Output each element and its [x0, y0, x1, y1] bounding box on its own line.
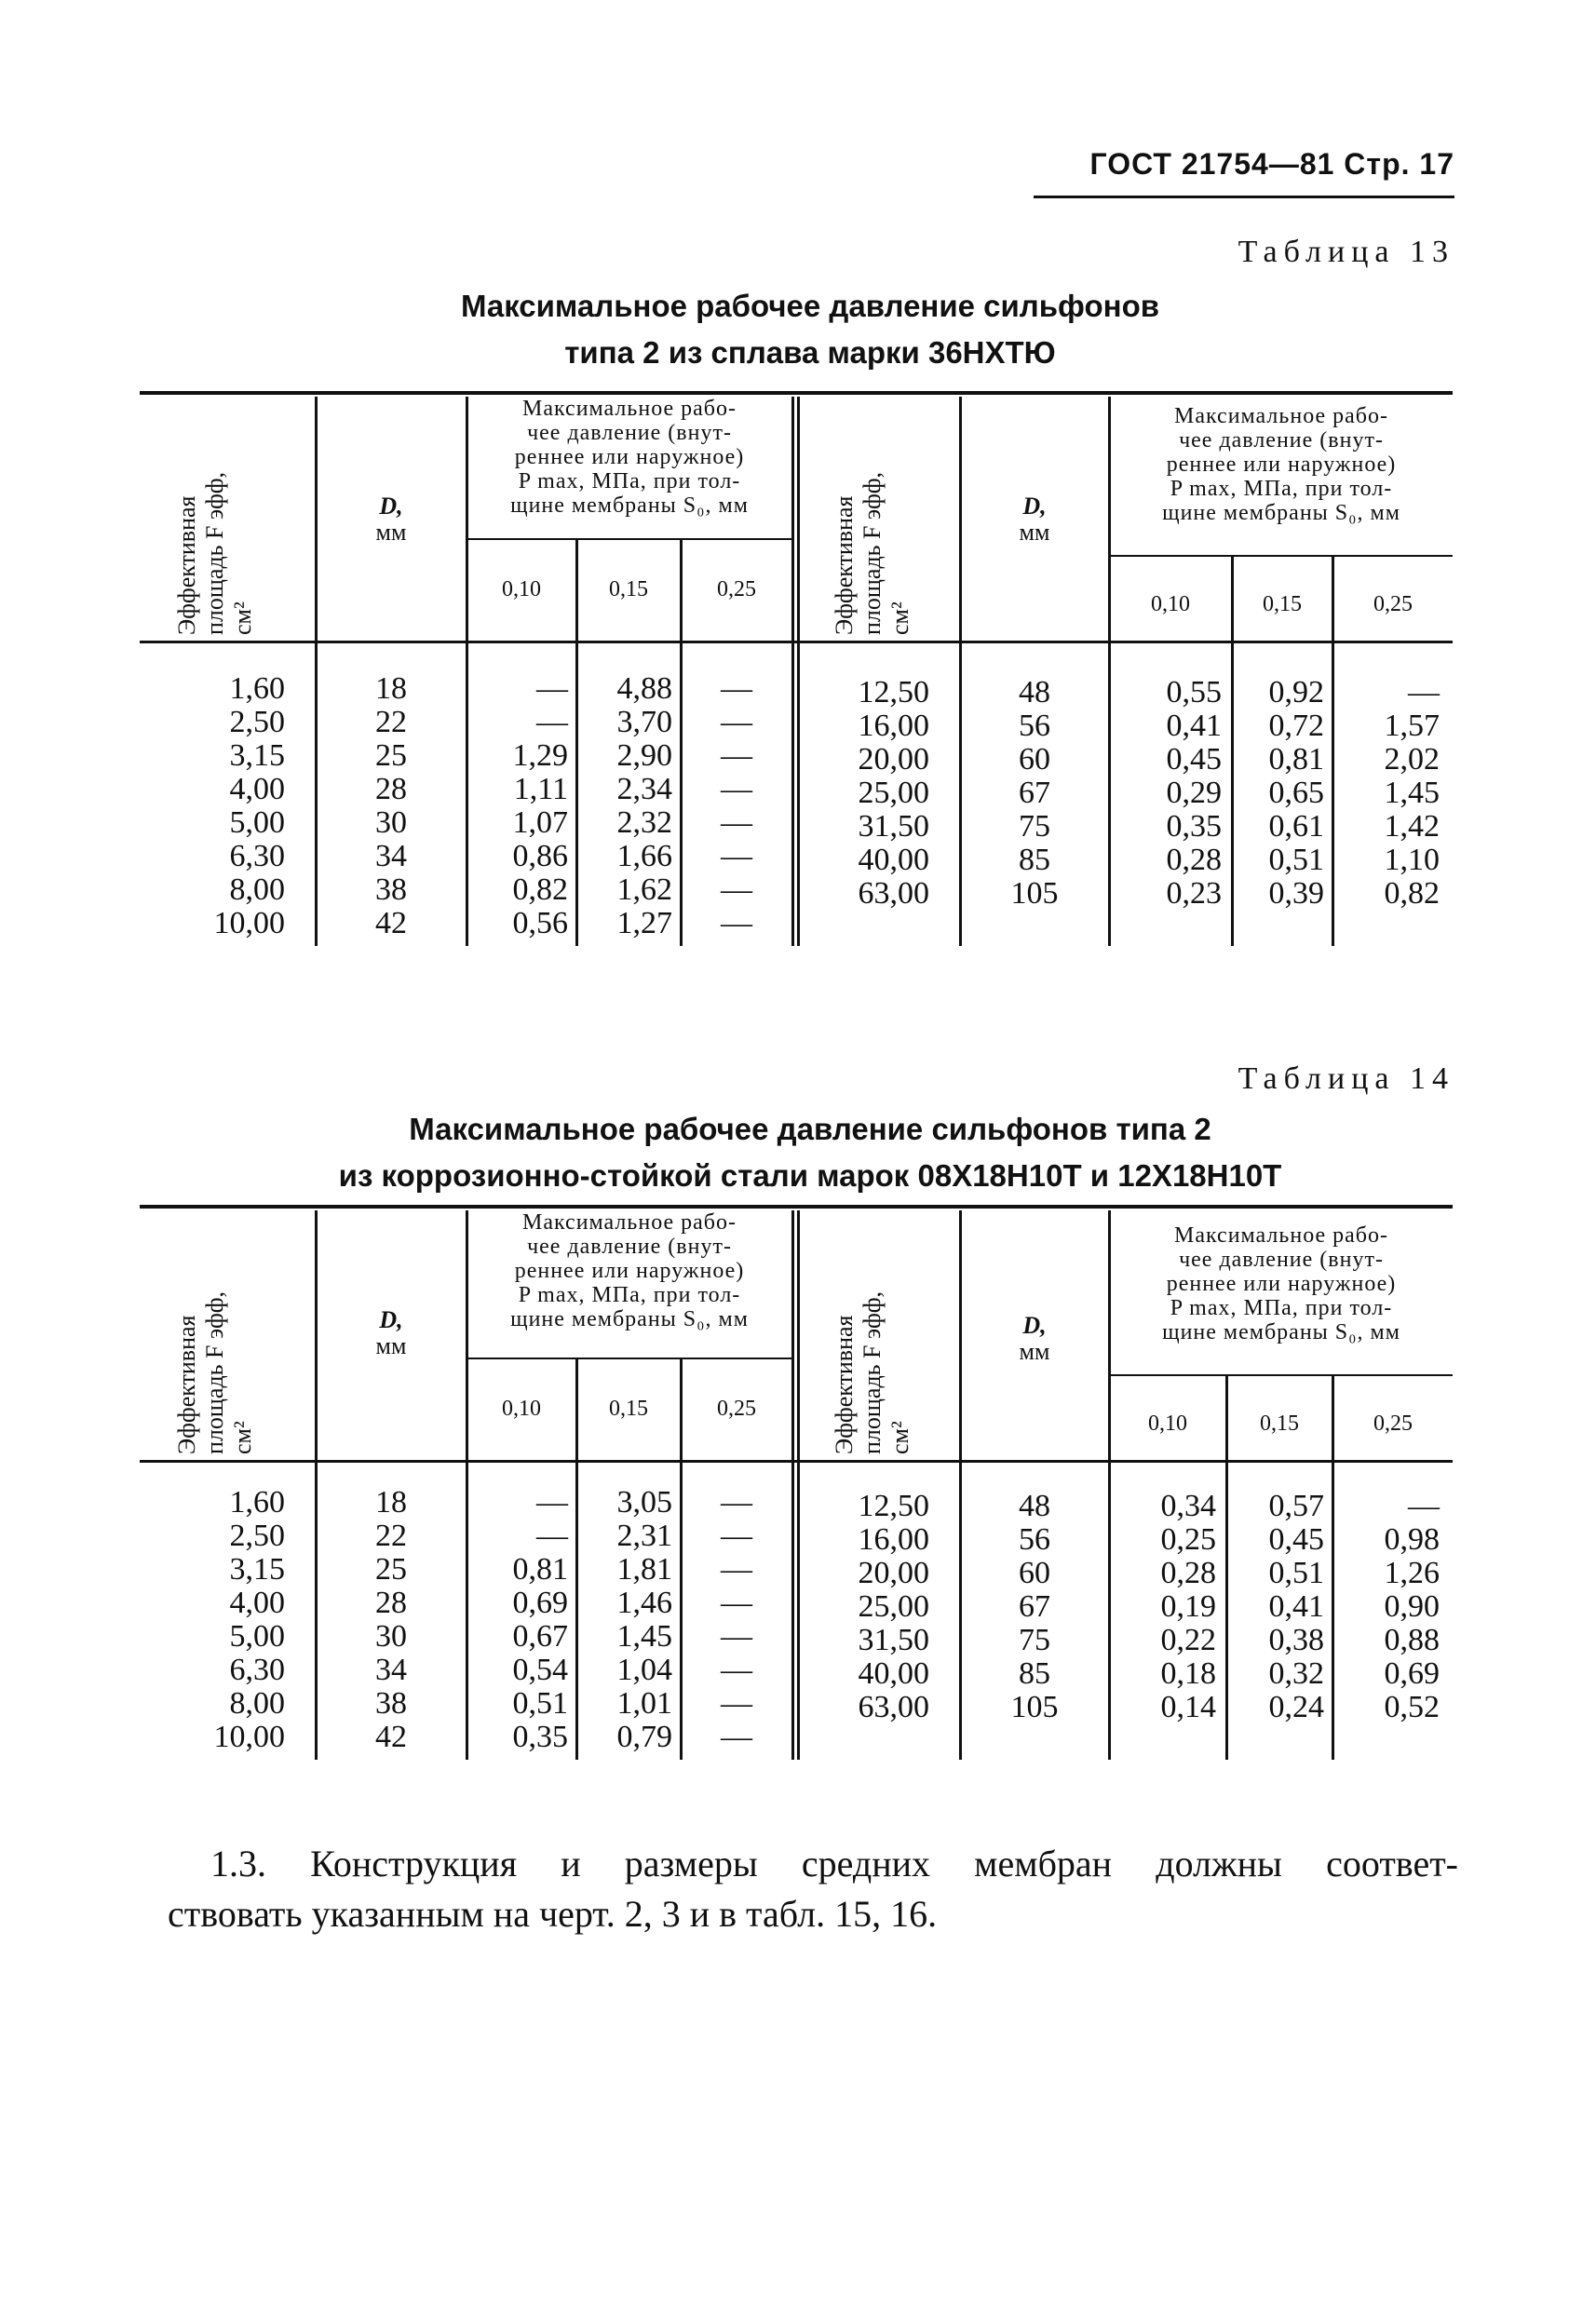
table-cell: 1,45 [616, 1619, 672, 1654]
table-cell: 0,52 [1384, 1690, 1440, 1724]
table-cell: 1,62 [616, 872, 672, 907]
table-cell: 48 [1019, 675, 1050, 709]
table14-d-header [317, 1307, 466, 1359]
table14-title-line1: Максимальное рабочее давление сильфонов типа 2 [409, 1112, 1211, 1146]
table-cell: 0,41 [1268, 1589, 1324, 1624]
table14-thickness-010: 0,10 [502, 1397, 541, 1421]
page-header: ГОСТ 21754—81 Стр. 17 [1089, 147, 1454, 181]
table-cell: 40,00 [858, 1656, 929, 1691]
table14-d-column [317, 1486, 466, 1754]
d-header-symbol: D, [379, 493, 403, 520]
table-cell: 0,39 [1268, 876, 1324, 911]
table-cell: — [721, 738, 752, 773]
pressure-header-line: чее давление (внут- [527, 1235, 732, 1259]
pressure-header-line: P max, МПа, при тол- [518, 469, 741, 493]
table13-number: Таблица 13 [1238, 235, 1454, 269]
table-cell: 0,69 [1384, 1656, 1440, 1691]
table-cell: 63,00 [858, 876, 929, 911]
table13-area-header-right [831, 472, 914, 635]
table-cell: 85 [1019, 1656, 1050, 1691]
table-cell: 28 [375, 1586, 407, 1620]
table-cell: 1,04 [616, 1653, 672, 1687]
table-cell: 1,60 [229, 1485, 285, 1520]
table14-pressure-header-right [1110, 1223, 1453, 1344]
table14-p025-column-right [1333, 1490, 1440, 1724]
table-cell: 0,57 [1268, 1489, 1324, 1523]
area-header-line: Эффективная [831, 495, 858, 635]
table13-d-column-right [961, 676, 1108, 911]
table13-subhead-rule [1108, 555, 1453, 557]
table-cell: — [536, 671, 568, 706]
table-cell: 0,32 [1268, 1656, 1324, 1691]
table13 [140, 391, 1453, 950]
table14-head-rule [140, 1460, 1453, 1463]
table-cell: 3,70 [616, 705, 672, 739]
table-cell: 30 [375, 1619, 407, 1654]
table-cell: 0,51 [1268, 1556, 1324, 1590]
table-cell: 3,15 [229, 1552, 285, 1587]
table13-vline [791, 397, 794, 946]
table-cell: — [1408, 1489, 1440, 1523]
table-cell: 31,50 [858, 809, 929, 844]
d-header-symbol: D, [1022, 493, 1047, 520]
area-header-line: площадь F эфф, [859, 471, 886, 635]
table-cell: 1,81 [616, 1552, 672, 1587]
table-cell: 1,27 [616, 906, 672, 940]
pressure-header-line: реннее или наружное) [514, 1259, 745, 1283]
table-cell: 2,02 [1384, 742, 1440, 777]
table-cell: 0,81 [1268, 742, 1324, 777]
table-cell: 0,28 [1166, 843, 1222, 877]
table13-d-header [317, 493, 466, 546]
table-cell: 0,51 [1268, 843, 1324, 877]
table-cell: 0,88 [1384, 1623, 1440, 1657]
pressure-header-line: Максимальное рабо- [521, 1210, 737, 1235]
table-cell: 0,51 [512, 1686, 568, 1721]
table-cell: 2,50 [229, 705, 285, 739]
table-cell: — [721, 705, 752, 739]
table-cell: — [721, 872, 752, 907]
table-cell: 4,88 [616, 671, 672, 706]
table14-area-column [158, 1486, 285, 1754]
table-cell: 2,90 [616, 738, 672, 773]
table-cell: 60 [1019, 1556, 1050, 1590]
pressure-header-line: щине мембраны S₀, мм [1162, 501, 1400, 525]
table13-thickness-010: 0,10 [502, 577, 541, 601]
table-cell: 25 [375, 1552, 407, 1587]
table-cell: 1,66 [616, 839, 672, 873]
table-cell: 3,15 [229, 738, 285, 773]
table-cell: 0,54 [512, 1653, 568, 1687]
table14-area-header [173, 1291, 257, 1454]
table-cell: — [721, 906, 752, 940]
table-cell: 0,86 [512, 839, 568, 873]
table-cell: 25 [375, 738, 407, 773]
table-cell: — [721, 1653, 752, 1687]
table-cell: 25,00 [858, 776, 929, 810]
table-cell: — [721, 1519, 752, 1553]
table-cell: 0,24 [1268, 1690, 1324, 1724]
pressure-header-line: реннее или наружное) [1166, 453, 1397, 477]
table-cell: 20,00 [858, 1556, 929, 1590]
area-header-line: см² [886, 1421, 913, 1454]
table-cell: — [721, 671, 752, 706]
area-header-line: см² [229, 1421, 256, 1454]
table-cell: 0,29 [1166, 776, 1222, 810]
area-header-line: площадь F эфф, [859, 1290, 886, 1454]
table14-p010-column-right [1110, 1490, 1216, 1724]
table13-thickness-025-right: 0,25 [1373, 592, 1413, 616]
table13-subhead-rule [466, 538, 791, 540]
table-cell: 0,82 [512, 872, 568, 907]
pressure-header-line: P max, МПа, при тол- [518, 1283, 741, 1307]
pressure-header-line: Максимальное рабо- [1173, 1223, 1388, 1248]
table13-d-header-right [961, 493, 1108, 546]
table-cell: 67 [1019, 776, 1050, 810]
pressure-header-line: реннее или наружное) [514, 445, 745, 469]
pressure-header-line: Максимальное рабо- [1173, 404, 1388, 428]
table-cell: 20,00 [858, 742, 929, 777]
table-cell: 31,50 [858, 1623, 929, 1657]
table14-p015-column-right [1227, 1490, 1324, 1724]
table-cell: 0,92 [1268, 675, 1324, 709]
table-cell: 0,65 [1268, 776, 1324, 810]
table-cell: 1,57 [1384, 709, 1440, 743]
area-header-line: площадь F эфф, [201, 471, 228, 635]
pressure-header-line: P max, МПа, при тол- [1170, 477, 1393, 501]
table-cell: 0,18 [1160, 1656, 1216, 1691]
table13-pressure-header-right [1110, 404, 1453, 525]
area-header-line: площадь F эфф, [201, 1290, 228, 1454]
table14-title-line2: из коррозионно-стойкой стали марок 08Х18Н10Т и 12Х18Н10Т [338, 1158, 1282, 1193]
table14-pressure-header [467, 1210, 791, 1331]
table-cell: 0,22 [1160, 1623, 1216, 1657]
table-cell: 56 [1019, 1522, 1050, 1557]
table14-thickness-010-right: 0,10 [1148, 1412, 1187, 1436]
table-cell: 10,00 [213, 1720, 285, 1754]
table-cell: 1,42 [1384, 809, 1440, 844]
table14-area-column-right [799, 1490, 929, 1724]
table13-p015-column-right [1233, 676, 1324, 911]
table-cell: 4,00 [229, 772, 285, 806]
table-cell: 0,82 [1384, 876, 1440, 911]
table-cell: 85 [1019, 843, 1050, 877]
table13-p010-column [467, 672, 568, 940]
table14-thickness-015-right: 0,15 [1260, 1412, 1299, 1436]
table-cell: 16,00 [858, 709, 929, 743]
table-cell: 1,60 [229, 671, 285, 706]
table13-p015-column [577, 672, 672, 940]
pressure-header-line: реннее или наружное) [1166, 1272, 1397, 1296]
table-cell: 12,50 [858, 675, 929, 709]
table13-thickness-015: 0,15 [609, 577, 648, 601]
table14-subhead-rule [1108, 1374, 1453, 1376]
table14-p015-column [577, 1486, 672, 1754]
table-cell: — [721, 1686, 752, 1721]
table-cell: 6,30 [229, 839, 285, 873]
table-cell: 2,34 [616, 772, 672, 806]
table-cell: 1,45 [1384, 776, 1440, 810]
table13-thickness-015-right: 0,15 [1263, 592, 1302, 616]
table13-thickness-010-right: 0,10 [1151, 592, 1190, 616]
table-cell: 0,14 [1160, 1690, 1216, 1724]
table-cell: 0,61 [1268, 809, 1324, 844]
table-cell: — [721, 1619, 752, 1654]
table-cell: 25,00 [858, 1589, 929, 1624]
table-cell: 2,50 [229, 1519, 285, 1553]
table-cell: — [721, 805, 752, 840]
table-cell: 0,19 [1160, 1589, 1216, 1624]
table14-p025-column [682, 1486, 791, 1754]
table-cell: 0,28 [1160, 1556, 1216, 1590]
table13-p010-column-right [1110, 676, 1222, 911]
table-cell: 10,00 [213, 906, 285, 940]
table-cell: — [1408, 675, 1440, 709]
d-header-unit: мм [375, 519, 407, 546]
table-cell: 0,69 [512, 1586, 568, 1620]
table13-area-header [173, 472, 257, 635]
table-cell: 0,41 [1166, 709, 1222, 743]
table-cell: — [536, 1485, 568, 1520]
paragraph-1-3 [168, 1839, 1458, 1939]
table-cell: 75 [1019, 1623, 1050, 1657]
table-cell: 0,35 [512, 1720, 568, 1754]
table-cell: 38 [375, 1686, 407, 1721]
table14-top-rule [140, 1205, 1453, 1209]
table-cell: 0,55 [1166, 675, 1222, 709]
table-cell: 1,07 [512, 805, 568, 840]
table-cell: — [536, 1519, 568, 1553]
table-cell: 0,45 [1268, 1522, 1324, 1557]
table13-thickness-025: 0,25 [717, 577, 756, 601]
table-cell: 0,23 [1166, 876, 1222, 911]
table13-title-line1: Максимальное рабочее давление сильфонов [460, 289, 1160, 323]
table-cell: 40,00 [858, 843, 929, 877]
table-cell: 0,34 [1160, 1489, 1216, 1523]
table-cell: 34 [375, 1653, 407, 1687]
table13-area-column [158, 672, 285, 940]
table-cell: 75 [1019, 809, 1050, 844]
table14-thickness-025: 0,25 [717, 1397, 756, 1421]
pressure-header-line: P max, МПа, при тол- [1170, 1296, 1393, 1320]
d-header-unit: мм [1019, 519, 1050, 546]
table-cell: — [536, 705, 568, 739]
table-cell: 2,31 [616, 1519, 672, 1553]
table-cell: 6,30 [229, 1653, 285, 1687]
table-cell: 38 [375, 872, 407, 907]
table14-area-header-right [831, 1291, 914, 1454]
table14-thickness-015: 0,15 [609, 1397, 648, 1421]
table-cell: 8,00 [229, 1686, 285, 1721]
pressure-header-line: чее давление (внут- [527, 421, 732, 445]
table-cell: 105 [1010, 876, 1059, 911]
table-cell: 0,45 [1166, 742, 1222, 777]
table14-title [93, 1106, 1527, 1199]
table14 [140, 1205, 1453, 1763]
pressure-header-line: Максимальное рабо- [521, 397, 737, 421]
table-cell: 1,10 [1384, 843, 1440, 877]
table-cell: 1,01 [616, 1686, 672, 1721]
table-cell: — [721, 839, 752, 873]
table-cell: — [721, 1586, 752, 1620]
table13-head-rule [140, 641, 1453, 643]
table-cell: — [721, 1485, 752, 1520]
pressure-header-line: щине мембраны S₀, мм [510, 493, 749, 518]
table14-subhead-rule [466, 1358, 791, 1359]
table14-p010-column [467, 1486, 568, 1754]
area-header-line: Эффективная [173, 1315, 200, 1454]
pressure-header-line: чее давление (внут- [1179, 428, 1384, 453]
area-header-line: см² [886, 601, 913, 635]
table14-d-column-right [961, 1490, 1108, 1724]
table-cell: 1,11 [513, 772, 568, 806]
pressure-header-line: чее давление (внут- [1179, 1248, 1384, 1272]
table-cell: 30 [375, 805, 407, 840]
table14-thickness-025-right: 0,25 [1373, 1412, 1413, 1436]
table-cell: 18 [375, 1485, 407, 1520]
table-cell: 0,38 [1268, 1623, 1324, 1657]
table-cell: — [721, 1552, 752, 1587]
paragraph-line2: ствовать указанным на черт. 2, 3 и в табл. 15, 16. [168, 1893, 938, 1935]
table-cell: 56 [1019, 709, 1050, 743]
area-header-line: Эффективная [831, 1315, 858, 1454]
table13-pressure-header [467, 397, 791, 518]
table-cell: 4,00 [229, 1586, 285, 1620]
table13-title-line2: типа 2 из сплава марки 36НХТЮ [564, 335, 1056, 370]
table-cell: 60 [1019, 742, 1050, 777]
table-cell: 12,50 [858, 1489, 929, 1523]
table13-p025-column-right [1333, 676, 1440, 911]
table-cell: 105 [1010, 1690, 1059, 1724]
table-cell: 0,98 [1384, 1522, 1440, 1557]
table-cell: 0,25 [1160, 1522, 1216, 1557]
table-cell: 63,00 [858, 1690, 929, 1724]
table-cell: 22 [375, 705, 407, 739]
table-cell: 5,00 [229, 805, 285, 840]
table-cell: 16,00 [858, 1522, 929, 1557]
table13-p025-column [682, 672, 791, 940]
table14-vline [791, 1210, 794, 1760]
table-cell: 28 [375, 772, 407, 806]
table13-area-column-right [799, 676, 929, 911]
table13-top-rule [140, 391, 1453, 395]
table13-d-column [317, 672, 466, 940]
table-cell: 0,72 [1268, 709, 1324, 743]
table-cell: 22 [375, 1519, 407, 1553]
pressure-header-line: щине мембраны S₀, мм [1162, 1320, 1400, 1344]
table-cell: 0,56 [512, 906, 568, 940]
d-header-unit: мм [375, 1332, 407, 1359]
table-cell: 42 [375, 906, 407, 940]
table-cell: 18 [375, 671, 407, 706]
table-cell: 0,90 [1384, 1589, 1440, 1624]
pressure-header-line: щине мембраны S₀, мм [510, 1307, 749, 1331]
table13-title [93, 283, 1527, 376]
table-cell: 0,81 [512, 1552, 568, 1587]
table-cell: 48 [1019, 1489, 1050, 1523]
table14-d-header-right [961, 1313, 1108, 1365]
d-header-symbol: D, [379, 1306, 403, 1333]
paragraph-line1: 1.3. Конструкция и размеры средних мембран должны соответ- [210, 1843, 1458, 1884]
table-cell: 5,00 [229, 1619, 285, 1654]
d-header-unit: мм [1019, 1338, 1050, 1365]
table-cell: 1,46 [616, 1586, 672, 1620]
table14-number: Таблица 14 [1238, 1061, 1454, 1096]
table-cell: 1,29 [512, 738, 568, 773]
header-rule [1034, 196, 1454, 198]
table-cell: 2,32 [616, 805, 672, 840]
table-cell: 0,79 [616, 1720, 672, 1754]
table-cell: 34 [375, 839, 407, 873]
table-cell: 67 [1019, 1589, 1050, 1624]
d-header-symbol: D, [1022, 1312, 1047, 1339]
table-cell: 0,35 [1166, 809, 1222, 844]
table-cell: — [721, 1720, 752, 1754]
table-cell: — [721, 772, 752, 806]
area-header-line: Эффективная [173, 495, 200, 635]
table-cell: 42 [375, 1720, 407, 1754]
table-cell: 0,67 [512, 1619, 568, 1654]
area-header-line: см² [229, 601, 256, 635]
table-cell: 1,26 [1384, 1556, 1440, 1590]
table-cell: 3,05 [616, 1485, 672, 1520]
table-cell: 8,00 [229, 872, 285, 907]
